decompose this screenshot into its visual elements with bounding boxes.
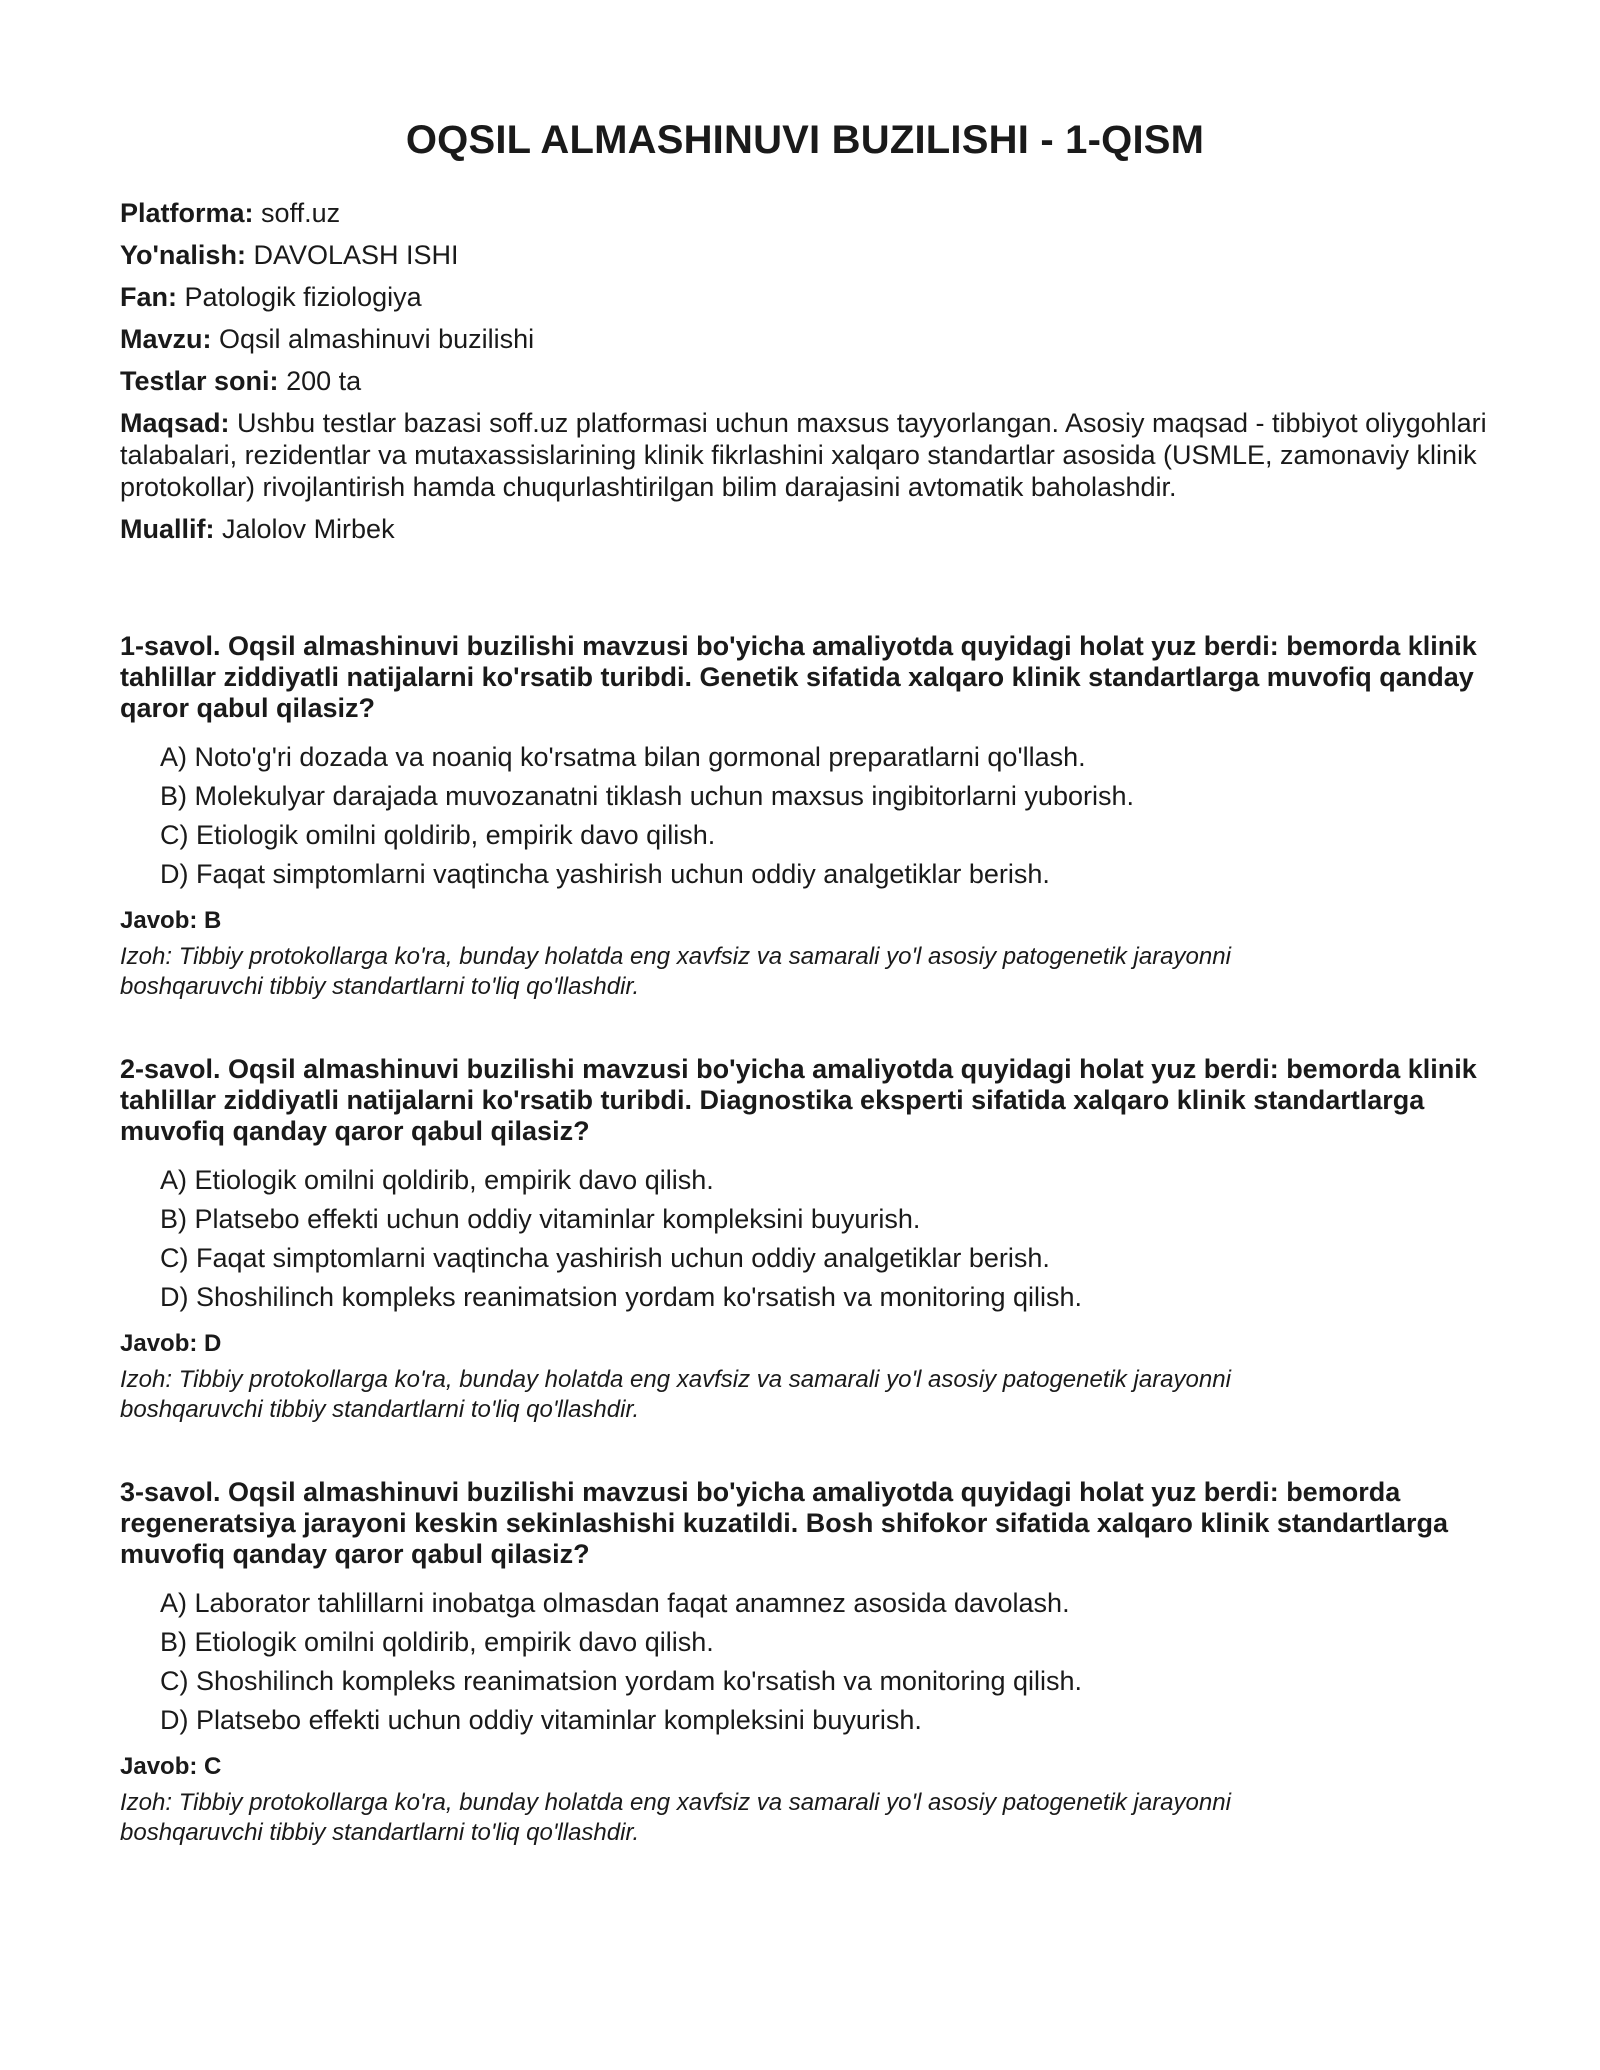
document-metadata	[120, 197, 1490, 545]
explanation-note: Izoh: Tibbiy protokollarga ko'ra, bunday holatda eng xavfsiz va samarali yo'l asosiy patogenetik jarayonni boshqaruvchi tibbiy standartlarni to'liq qo'llashdir.	[120, 1366, 1231, 1423]
meta-label: Maqsad:	[120, 408, 230, 438]
meta-goal	[120, 407, 1490, 503]
question-text: 1-savol. Oqsil almashinuvi buzilishi mavzusi bo'yicha amaliyotda quyidagi holat yuz berdi: bemorda klinik tahlillar ziddiyatli natijalarni ko'rsatib turibdi. Genetik sifatida xalqaro klinik standartlarga muvofiq qanday qaror qabul qilasiz?	[120, 631, 1477, 723]
meta-value: Jalolov Mirbek	[222, 514, 395, 544]
meta-topic	[120, 323, 1490, 355]
meta-label: Platforma:	[120, 198, 254, 228]
meta-value: Oqsil almashinuvi buzilishi	[219, 324, 535, 354]
option-b: B) Molekulyar darajada muvozanatni tiklash uchun maxsus ingibitorlarni yuborish.	[160, 781, 1134, 811]
meta-label: Mavzu:	[120, 324, 212, 354]
meta-label: Testlar soni:	[120, 366, 279, 396]
meta-value: soff.uz	[261, 198, 341, 228]
meta-author	[120, 513, 1490, 545]
question-text: 3-savol. Oqsil almashinuvi buzilishi mavzusi bo'yicha amaliyotda quyidagi holat yuz berdi: bemorda regeneratsiya jarayoni keskin sekinlashishi kuzatildi. Bosh shifokor sifatida xalqaro klinik standartlarga muvofiq qanday qaror qabul qilasiz?	[120, 1477, 1448, 1569]
explanation-note: Izoh: Tibbiy protokollarga ko'ra, bunday holatda eng xavfsiz va samarali yo'l asosiy patogenetik jarayonni boshqaruvchi tibbiy standartlarni to'liq qo'llashdir.	[120, 943, 1231, 1000]
question-1	[120, 631, 1490, 1002]
meta-value: Ushbu testlar bazasi soff.uz platformasi uchun maxsus tayyorlangan. Asosiy maqsad - tibbiyot oliygohlari talabalari, rezidentlar va mutaxassislarining klinik fikrlashini xalqaro standartlar asosida (USMLE, zamonaviy klinik protokollar) rivojlantirish hamda chuqurlashtirilgan bilim darajasini avtomatik baholashdir.	[120, 408, 1487, 502]
meta-label: Fan:	[120, 282, 177, 312]
document-title: OQSIL ALMASHINUVI BUZILISHI - 1-QISM	[405, 118, 1205, 162]
option-a: A) Noto'g'ri dozada va noaniq ko'rsatma bilan gormonal preparatlarni qo'llash.	[160, 742, 1086, 772]
option-d: D) Shoshilinch kompleks reanimatsion yordam ko'rsatish va monitoring qilish.	[160, 1282, 1083, 1312]
meta-subject	[120, 281, 1490, 313]
meta-direction	[120, 239, 1490, 271]
question-list	[120, 631, 1490, 1848]
question-text: 2-savol. Oqsil almashinuvi buzilishi mavzusi bo'yicha amaliyotda quyidagi holat yuz berdi: bemorda klinik tahlillar ziddiyatli natijalarni ko'rsatib turibdi. Diagnostika eksperti sifatida xalqaro klinik standartlarga muvofiq qanday qaror qabul qilasiz?	[120, 1054, 1477, 1146]
meta-label: Muallif:	[120, 514, 215, 544]
option-a: A) Laborator tahlillarni inobatga olmasdan faqat anamnez asosida davolash.	[160, 1588, 1070, 1618]
meta-value: Patologik fiziologiya	[184, 282, 422, 312]
option-c: C) Etiologik omilni qoldirib, empirik davo qilish.	[160, 820, 716, 850]
answer: Javob: D	[120, 1330, 222, 1357]
option-a: A) Etiologik omilni qoldirib, empirik davo qilish.	[160, 1165, 714, 1195]
option-b: B) Etiologik omilni qoldirib, empirik davo qilish.	[160, 1627, 714, 1657]
meta-label: Yo'nalish:	[120, 240, 246, 270]
meta-test-count	[120, 365, 1490, 397]
answer: Javob: C	[120, 1753, 222, 1780]
answer: Javob: B	[120, 907, 222, 934]
meta-value: DAVOLASH ISHI	[253, 240, 459, 270]
option-d: D) Faqat simptomlarni vaqtincha yashirish uchun oddiy analgetiklar berish.	[160, 859, 1050, 889]
option-c: C) Faqat simptomlarni vaqtincha yashirish uchun oddiy analgetiklar berish.	[160, 1243, 1050, 1273]
meta-value: 200 ta	[286, 366, 362, 396]
question-2	[120, 1054, 1490, 1425]
meta-platform	[120, 197, 1490, 229]
option-c: C) Shoshilinch kompleks reanimatsion yordam ko'rsatish va monitoring qilish.	[160, 1666, 1083, 1696]
question-3	[120, 1477, 1490, 1848]
option-b: B) Platsebo effekti uchun oddiy vitaminlar kompleksini buyurish.	[160, 1204, 921, 1234]
document-page	[120, 118, 1490, 1900]
explanation-note: Izoh: Tibbiy protokollarga ko'ra, bunday holatda eng xavfsiz va samarali yo'l asosiy patogenetik jarayonni boshqaruvchi tibbiy standartlarni to'liq qo'llashdir.	[120, 1789, 1231, 1846]
option-d: D) Platsebo effekti uchun oddiy vitaminlar kompleksini buyurish.	[160, 1705, 922, 1735]
